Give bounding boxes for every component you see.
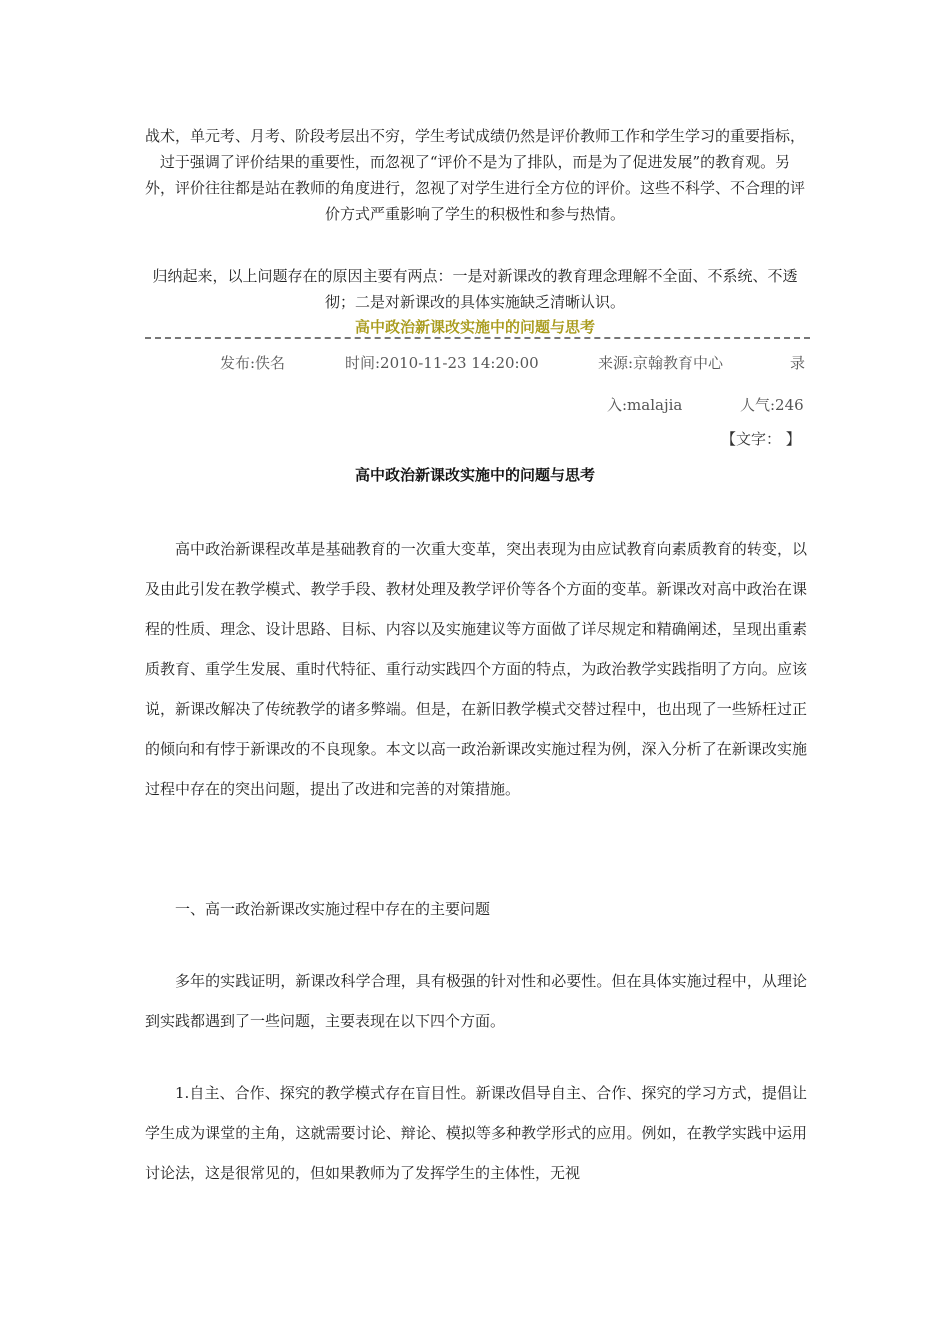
article-paragraph: 1.自主、合作、探究的教学模式存在盲目性。新课改倡导自主、合作、探究的学习方式，提倡让学生成为课堂的主角，这就需要讨论、辩论、模拟等多种教学形式的应用。例如，在教学实践中运用讨论法，这是很常见的，但如果教师为了发挥学生的主体性，无视 [145,1084,807,1182]
banner-divider [145,337,810,339]
article-banner-title[interactable]: 高中政治新课改实施中的问题与思考 [354,318,595,336]
intro-paragraph-1: 战术，单元考、月考、阶段考层出不穷，学生考试成绩仍然是评价教师工作和学生学习的重要指标，过于强调了评价结果的重要性，而忽视了“评价不是为了排队，而是为了促进发展”的教育观。另外，评价往往都是站在教师的角度进行，忽视了对学生进行全方位的评价。这些不科学、不合理的评价方式严重影响了学生的积极性和参与热情。 [145,127,806,223]
font-size-control[interactable]: 【文字： 】 [721,430,801,448]
article-heading: 高中政治新课改实施中的问题与思考 [354,466,595,484]
meta-entry-part1: 录 [790,354,806,372]
meta-time: 时间:2010-11-23 14:20:00 [345,354,539,372]
meta-popularity: 人气:246 [740,396,804,414]
meta-source: 来源:京翰教育中心 [598,354,724,372]
intro-paragraph-2: 归纳起来，以上问题存在的原因主要有两点：一是对新课改的教育理念理解不全面、不系统、不透彻；二是对新课改的具体实施缺乏清晰认识。 [152,267,798,311]
section-heading: 一、高一政治新课改实施过程中存在的主要问题 [175,900,491,918]
article-paragraph: 多年的实践证明，新课改科学合理，具有极强的针对性和必要性。但在具体实施过程中，从理论到实践都遇到了一些问题，主要表现在以下四个方面。 [145,972,807,1030]
meta-entry-part2: 入:malajia [607,396,683,414]
meta-publisher: 发布:佚名 [220,354,286,372]
article-paragraph: 高中政治新课程改革是基础教育的一次重大变革，突出表现为由应试教育向素质教育的转变，以及由此引发在教学模式、教学手段、教材处理及教学评价等各个方面的变革。新课改对高中政治在课程的性质、理念、设计思路、目标、内容以及实施建议等方面做了详尽规定和精确阐述，呈现出重素质教育、重学生发展、重时代特征、重行动实践四个方面的特点，为政治教学实践指明了方向。应该说，新课改解决了传统教学的诸多弊端。但是，在新旧教学模式交替过程中，也出现了一些矫枉过正的倾向和有悖于新课改的不良现象。本文以高一政治新课改实施过程为例，深入分析了在新课改实施过程中存在的突出问题，提出了改进和完善的对策措施。 [145,540,807,798]
